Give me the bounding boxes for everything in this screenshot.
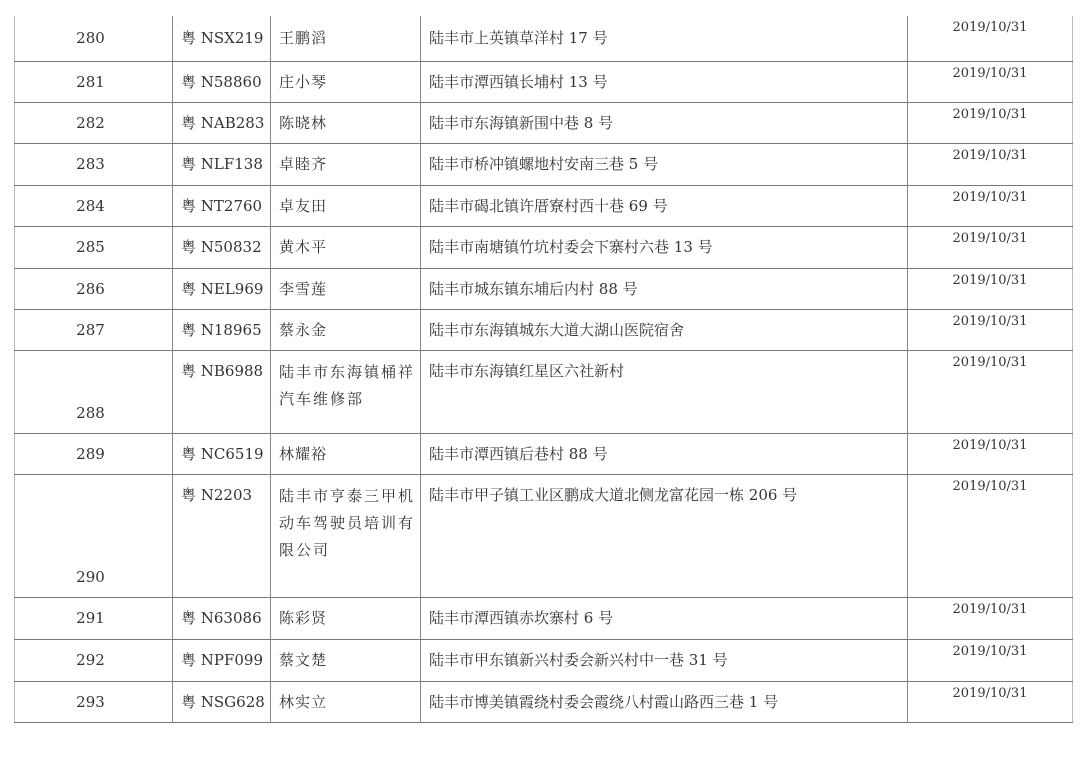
row-number: 289	[15, 433, 173, 474]
row-number: 291	[15, 597, 173, 639]
table-row	[15, 639, 1073, 681]
plate-number: 粤 N18965	[173, 309, 271, 350]
plate-number: 粤 NAB283	[173, 102, 271, 143]
plate-number: 粤 NPF099	[173, 639, 271, 681]
record-date: 2019/10/31	[908, 309, 1073, 350]
record-date: 2019/10/31	[908, 226, 1073, 268]
owner-address: 陆丰市甲子镇工业区鹏成大道北侧龙富花园一栋 206 号	[421, 474, 908, 597]
owner-address: 陆丰市潭西镇后巷村 88 号	[421, 433, 908, 474]
plate-number: 粤 N2203	[173, 474, 271, 597]
row-number: 283	[15, 143, 173, 185]
table-row	[15, 350, 1073, 433]
owner-name: 陆丰市亨泰三甲机动车驾驶员培训有限公司	[271, 474, 421, 597]
owner-name: 卓友田	[271, 185, 421, 226]
record-date: 2019/10/31	[908, 639, 1073, 681]
owner-address: 陆丰市潭西镇长埔村 13 号	[421, 61, 908, 102]
owner-name: 蔡文楚	[271, 639, 421, 681]
plate-number: 粤 NSG628	[173, 681, 271, 722]
record-date: 2019/10/31	[908, 474, 1073, 597]
record-date: 2019/10/31	[908, 185, 1073, 226]
owner-address: 陆丰市桥冲镇螺地村安南三巷 5 号	[421, 143, 908, 185]
owner-address: 陆丰市博美镇霞绕村委会霞绕八村霞山路西三巷 1 号	[421, 681, 908, 722]
owner-name: 蔡永金	[271, 309, 421, 350]
owner-name: 陈晓林	[271, 102, 421, 143]
table-row	[15, 226, 1073, 268]
row-number: 293	[15, 681, 173, 722]
owner-name: 林实立	[271, 681, 421, 722]
row-number: 290	[15, 474, 173, 597]
owner-address: 陆丰市碣北镇许厝寮村西十巷 69 号	[421, 185, 908, 226]
plate-number: 粤 N50832	[173, 226, 271, 268]
owner-address: 陆丰市东海镇城东大道大湖山医院宿舍	[421, 309, 908, 350]
owner-name: 黄木平	[271, 226, 421, 268]
table-row	[15, 102, 1073, 143]
record-date: 2019/10/31	[908, 681, 1073, 722]
record-date: 2019/10/31	[908, 61, 1073, 102]
plate-number: 粤 NC6519	[173, 433, 271, 474]
table-row	[15, 268, 1073, 309]
owner-name: 卓睦齐	[271, 143, 421, 185]
record-date: 2019/10/31	[908, 433, 1073, 474]
table-row	[15, 433, 1073, 474]
table-row	[15, 681, 1073, 722]
owner-address: 陆丰市甲东镇新兴村委会新兴村中一巷 31 号	[421, 639, 908, 681]
owner-address: 陆丰市南塘镇竹坑村委会下寨村六巷 13 号	[421, 226, 908, 268]
row-number: 286	[15, 268, 173, 309]
owner-name: 林耀裕	[271, 433, 421, 474]
row-number: 282	[15, 102, 173, 143]
table-row	[15, 185, 1073, 226]
record-date: 2019/10/31	[908, 268, 1073, 309]
table-row	[15, 474, 1073, 597]
owner-name: 陆丰市东海镇桶祥汽车维修部	[271, 350, 421, 433]
table-row	[15, 16, 1073, 61]
owner-name: 庄小琴	[271, 61, 421, 102]
table-row	[15, 309, 1073, 350]
table-row	[15, 597, 1073, 639]
record-date: 2019/10/31	[908, 597, 1073, 639]
owner-address: 陆丰市城东镇东埔后内村 88 号	[421, 268, 908, 309]
owner-address: 陆丰市东海镇新围中巷 8 号	[421, 102, 908, 143]
row-number: 284	[15, 185, 173, 226]
row-number: 281	[15, 61, 173, 102]
owner-name: 陈彩贤	[271, 597, 421, 639]
row-number: 292	[15, 639, 173, 681]
record-date: 2019/10/31	[908, 143, 1073, 185]
row-number: 285	[15, 226, 173, 268]
plate-number: 粤 N58860	[173, 61, 271, 102]
owner-address: 陆丰市潭西镇赤坎寨村 6 号	[421, 597, 908, 639]
owner-name: 王鹏滔	[271, 16, 421, 61]
row-number: 288	[15, 350, 173, 433]
record-date: 2019/10/31	[908, 350, 1073, 433]
row-number: 287	[15, 309, 173, 350]
plate-number: 粤 NLF138	[173, 143, 271, 185]
registry-table	[14, 16, 1073, 723]
plate-number: 粤 NEL969	[173, 268, 271, 309]
record-date: 2019/10/31	[908, 102, 1073, 143]
plate-number: 粤 N63086	[173, 597, 271, 639]
plate-number: 粤 NT2760	[173, 185, 271, 226]
owner-name: 李雪莲	[271, 268, 421, 309]
owner-address: 陆丰市东海镇红星区六社新村	[421, 350, 908, 433]
table-row	[15, 143, 1073, 185]
plate-number: 粤 NSX219	[173, 16, 271, 61]
record-date: 2019/10/31	[908, 16, 1073, 61]
plate-number: 粤 NB6988	[173, 350, 271, 433]
owner-address: 陆丰市上英镇草洋村 17 号	[421, 16, 908, 61]
row-number: 280	[15, 16, 173, 61]
table-row	[15, 61, 1073, 102]
